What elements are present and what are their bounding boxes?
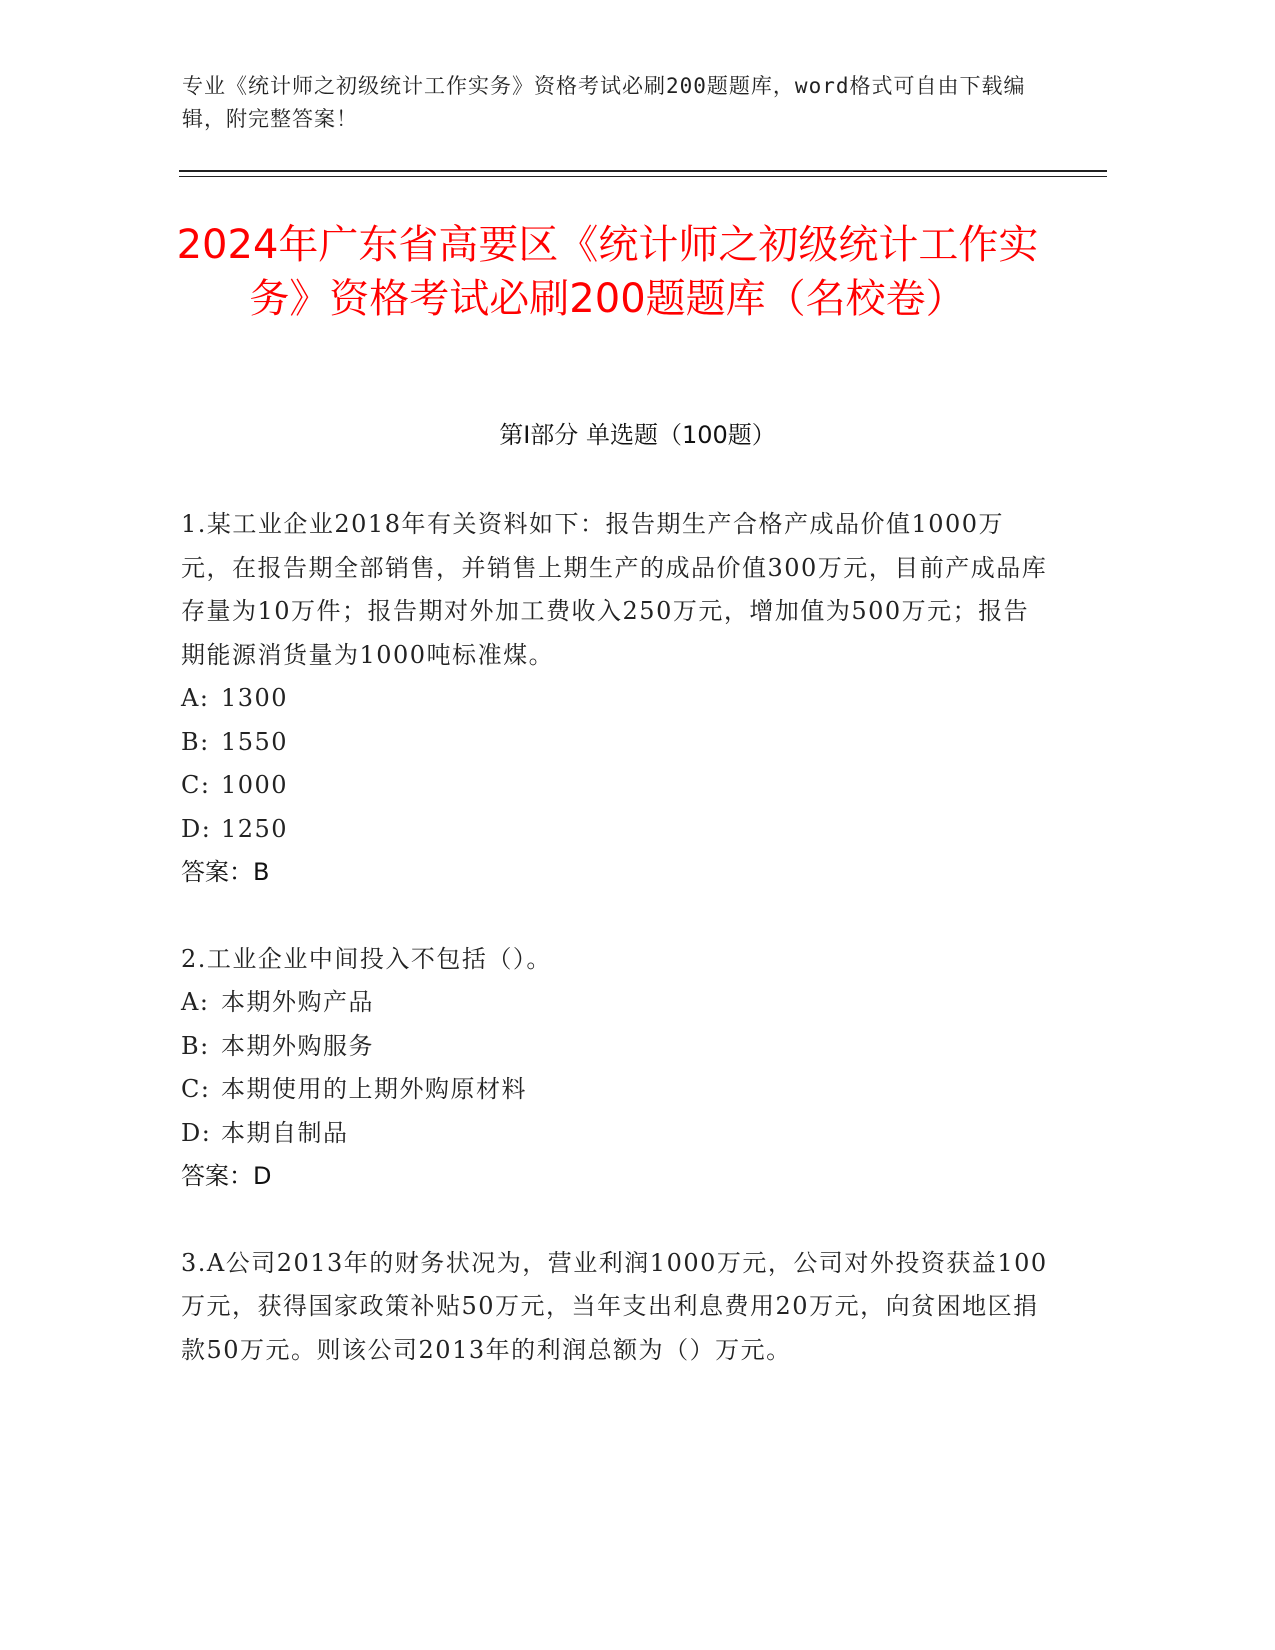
option-key: C: <box>181 771 211 799</box>
option-text: 1250 <box>221 814 289 843</box>
section-title: 第I部分 单选题（100题） <box>499 421 776 449</box>
header-note: 专业《统计师之初级统计工作实务》资格考试必刷200题题库，word格式可自由下载编辑，附完整答案！ <box>182 74 1026 131</box>
option-key: A: <box>181 988 210 1016</box>
question-stem: 3.A公司2013年的财务状况为，营业利润1000万元，公司对外投资获益100万元，获得国家政策补贴50万元，当年支出利息费用20万元，向贫困地区捐款50万元。则该公司2013年的利润总额为（）万元。 <box>181 1248 1048 1364</box>
option-text: 本期使用的上期外购原材料 <box>221 1075 527 1103</box>
question-3 <box>181 1242 1051 1373</box>
option-text: 1300 <box>221 684 289 712</box>
option-a <box>181 981 1051 1025</box>
option-b <box>181 1025 1051 1069</box>
option-text: 1550 <box>221 727 289 756</box>
answer-line: 答案：D <box>181 1162 272 1190</box>
question-stem: 2.工业企业中间投入不包括（）。 <box>181 944 552 973</box>
question-1 <box>181 503 1051 895</box>
header-divider-thin <box>179 176 1107 177</box>
option-d <box>181 1112 1051 1156</box>
option-text: 1000 <box>221 771 289 799</box>
question-2 <box>181 938 1051 1199</box>
question-list <box>181 503 1051 1415</box>
header-divider-thick <box>179 170 1107 172</box>
document-title: 2024年广东省高要区《统计师之初级统计工作实务》资格考试必刷200题题库（名校卷） <box>176 222 1039 322</box>
answer-line: 答案：B <box>181 858 270 886</box>
option-key: B: <box>181 1031 210 1060</box>
option-d <box>181 808 1051 852</box>
option-key: D: <box>181 1118 212 1147</box>
option-key: A: <box>181 684 210 712</box>
option-key: D: <box>181 814 212 843</box>
option-key: B: <box>181 727 210 756</box>
option-a <box>181 677 1051 721</box>
option-c <box>181 1068 1051 1112</box>
option-c <box>181 764 1051 808</box>
option-text: 本期外购服务 <box>221 1031 374 1060</box>
option-text: 本期外购产品 <box>221 988 374 1016</box>
option-key: C: <box>181 1075 211 1103</box>
option-text: 本期自制品 <box>221 1118 349 1147</box>
question-stem: 1.某工业企业2018年有关资料如下：报告期生产合格产成品价值1000万元，在报告期全部销售，并销售上期生产的成品价值300万元，目前产成品库存量为10万件；报告期对外加工费收入250万元，增加值为500万元；报告期能源消货量为1000吨标准煤。 <box>181 510 1048 669</box>
option-b <box>181 721 1051 765</box>
